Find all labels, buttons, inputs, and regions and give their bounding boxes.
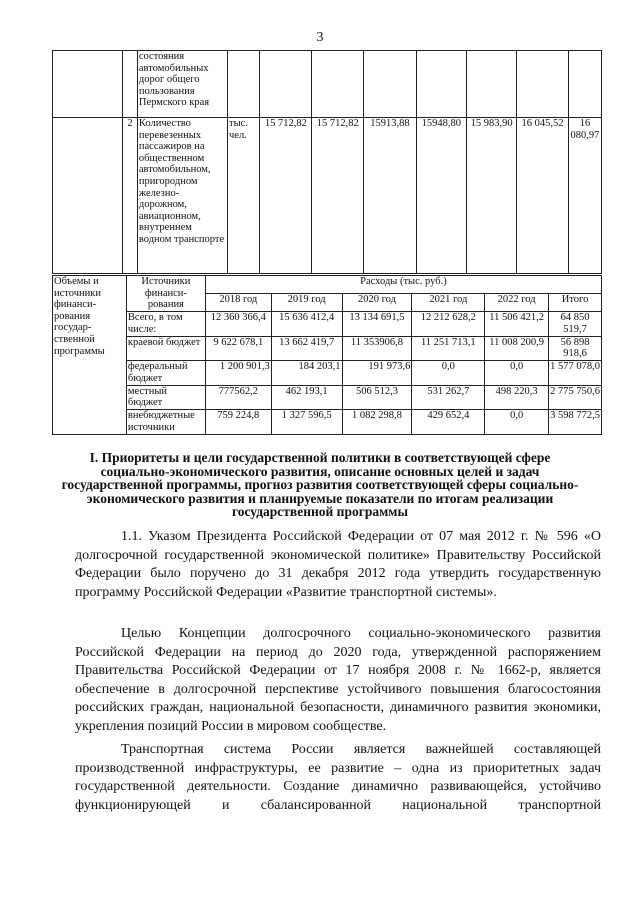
value-cell: 15 983,90	[467, 118, 517, 274]
year-header: 2022 год	[485, 294, 549, 312]
value-cell: 15913,88	[364, 118, 416, 274]
sources-header: Источники финанси-рования	[126, 276, 205, 312]
page-number: 3	[316, 30, 324, 45]
value-cell: 0,0	[485, 361, 549, 386]
value-cell: 1 082 298,8	[342, 410, 412, 435]
value-cell: 3 598 772,5	[549, 410, 602, 435]
value-cell: 9 622 678,1	[205, 336, 271, 361]
year-header: 2021 год	[412, 294, 485, 312]
table-row	[53, 276, 602, 294]
value-cell: 1 327 596,5	[271, 410, 342, 435]
funding-table	[52, 275, 602, 435]
table-row	[53, 118, 602, 274]
value-cell: 429 652,4	[412, 410, 485, 435]
value-cell: 16 080,97	[568, 118, 601, 274]
year-header: 2020 год	[342, 294, 412, 312]
value-cell: 64 850 519,7	[549, 312, 602, 337]
table-row	[53, 51, 602, 118]
table-cell	[123, 51, 138, 118]
table-cell	[260, 51, 312, 118]
paragraph-text: Транспортная система России является важнейшей составляющей производственной инфраструктуры, ее развитие – одна из приоритетных задач государственной деятельности. Создание динамично развивающейся, устойчиво функционирующей и сбалансированной национальной транспортной	[75, 742, 601, 813]
value-cell: 56 898 918,6	[549, 336, 602, 361]
value-cell: 531 262,7	[412, 385, 485, 410]
value-cell: 16 045,52	[517, 118, 569, 274]
expenses-header: Расходы (тыс. руб.)	[205, 276, 601, 294]
value-cell: 0,0	[412, 361, 485, 386]
table-cell	[312, 51, 364, 118]
value-cell: 15948,80	[416, 118, 467, 274]
table-cell	[53, 118, 123, 274]
year-header: 2019 год	[271, 294, 342, 312]
value-cell: 15 712,82	[260, 118, 312, 274]
table-cell	[364, 51, 416, 118]
value-cell: 191 973,6	[342, 361, 412, 386]
value-cell: 462 193,1	[271, 385, 342, 410]
table-row	[53, 312, 602, 337]
section-label: Объемы и источники финанси-рования государ-ственной программы	[53, 276, 127, 435]
value-cell: 506 512,3	[342, 385, 412, 410]
table-cell	[517, 51, 569, 118]
paragraph	[75, 625, 601, 737]
value-cell: 12 212 628,2	[412, 312, 485, 337]
value-cell: 13 134 691,5	[342, 312, 412, 337]
value-cell: 777562,2	[205, 385, 271, 410]
section-heading: I. Приоритеты и цели государственной политики в соответствующей сфере социально-экономического развития, описание основных целей и задач государственной программы, прогноз развития соответствующей сферы социально-экономического развития и планируемые показатели по итогам реализации государственной программы	[61, 450, 579, 519]
value-cell: 498 220,3	[485, 385, 549, 410]
table-cell	[53, 51, 123, 118]
paragraph-text: 1.1. Указом Президента Российской Федерации от 07 мая 2012 г. № 596 «О долгосрочной государственной экономической политике» Правительству Российской Федерации было поручено до 31 декабря 2012 года утвердить государственную программу Российской Федерации «Развитие транспортной системы».	[75, 529, 601, 600]
value-cell: 184 203,1	[271, 361, 342, 386]
paragraph	[75, 528, 601, 602]
table-row	[53, 385, 602, 410]
source-label: Всего, в том числе:	[126, 312, 205, 337]
row-number: 2	[123, 118, 138, 274]
value-cell: 11 008 200,9	[485, 336, 549, 361]
value-cell: 11 251 713,1	[412, 336, 485, 361]
indicator-name: состояния автомобильных дорог общего пользования Пермского края	[137, 51, 227, 118]
paragraph-text: Целью Концепции долгосрочного социально-экономического развития Российской Федерации на период до 2020 года, утвержденной распоряжением Правительства Российской Федерации от 17 ноября 2008 г. № 1662-р, является обеспечение в долгосрочной перспективе устойчивого повышения благосостояния российских граждан, национальной безопасности, динамичного развития экономики, укрепления позиций России в мировом сообществе.	[75, 626, 601, 734]
paragraph	[75, 741, 601, 815]
value-cell: 0,0	[485, 410, 549, 435]
table-cell	[416, 51, 467, 118]
source-label: местный бюджет	[126, 385, 205, 410]
value-cell: 12 360 366,4	[205, 312, 271, 337]
table-cell	[467, 51, 517, 118]
table-row	[53, 336, 602, 361]
value-cell: 1 577 078,0	[549, 361, 602, 386]
value-cell: 11 506 421,2	[485, 312, 549, 337]
value-cell: 15 712,82	[312, 118, 364, 274]
year-header: 2018 год	[205, 294, 271, 312]
value-cell: 15 636 412,4	[271, 312, 342, 337]
value-cell: 1 200 901,3	[205, 361, 271, 386]
value-cell: 11 353906,8	[342, 336, 412, 361]
table-cell	[228, 51, 260, 118]
source-label: федеральный бюджет	[126, 361, 205, 386]
value-cell: 13 662 419,7	[271, 336, 342, 361]
table-row	[53, 410, 602, 435]
source-label: внебюджетные источники	[126, 410, 205, 435]
unit-cell: тыс. чел.	[228, 118, 260, 274]
source-label: краевой бюджет	[126, 336, 205, 361]
table-row	[53, 361, 602, 386]
value-cell: 2 775 750,6	[549, 385, 602, 410]
value-cell: 759 224,8	[205, 410, 271, 435]
table-cell	[568, 51, 601, 118]
indicators-table	[52, 50, 602, 274]
total-header: Итого	[549, 294, 602, 312]
indicator-name: Количество перевезенных пассажиров на общественном автомобильном, пригородном железно-дорожном, авиационном, внутреннем водном транспорте	[137, 118, 227, 274]
